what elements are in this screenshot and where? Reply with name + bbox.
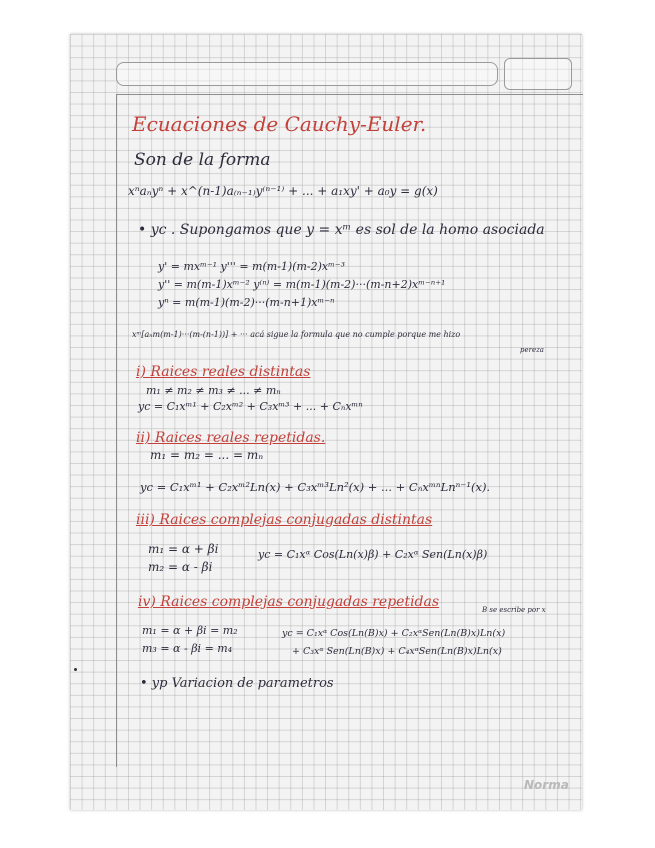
brand-logo: Norma [524, 778, 569, 792]
derivative-line-2: y'' = m(m-1)xᵐ⁻² y⁽ⁿ⁾ = m(m-1)(m-2)···(m-n+2)xᵐ⁻ⁿ⁺¹ [158, 278, 446, 291]
yc-heading: • yc . Supongamos que y = xᵐ es sol de la homo asociada [138, 222, 545, 238]
case-4-title: iv) Raices complejas conjugadas repetidas [138, 594, 440, 610]
yp-heading: • yp Variacion de parametros [140, 676, 334, 691]
case-2-condition: m₁ = m₂ = ... = mₙ [150, 448, 264, 462]
case-3-root-2: m₂ = α - βi [148, 560, 213, 574]
case-4-solution-2: + C₃xᵅ Sen(Ln(B)x) + C₄xᵅSen(Ln(B)x)Ln(x) [292, 646, 502, 657]
page-title: Ecuaciones de Cauchy-Euler. [132, 112, 427, 136]
case-4-root-2: m₃ = α - βi = m₄ [142, 642, 233, 655]
notebook-page [70, 34, 582, 810]
case-3-title: iii) Raices complejas conjugadas distintas [136, 512, 433, 528]
header-box [116, 62, 498, 86]
case-2-title: ii) Raices reales repetidas. [136, 430, 326, 446]
general-equation: xⁿaₙyⁿ + x^(n-1)a₍ₙ₋₁₎y⁽ⁿ⁻¹⁾ + ... + a₁xy' + a₀y = g(x) [128, 184, 438, 198]
derivative-line-3: yⁿ = m(m-1)(m-2)···(m-n+1)xᵐ⁻ⁿ [158, 296, 335, 309]
header-date-box [504, 58, 572, 90]
case-2-solution: yc = C₁xᵐ¹ + C₂xᵐ²Ln(x) + C₃xᵐ³Ln²(x) + ... + CₙxᵐⁿLnⁿ⁻¹(x). [140, 480, 491, 494]
case-1-title: i) Raices reales distintas [136, 364, 311, 380]
subtitle: Son de la forma [134, 150, 271, 170]
case-4-note: B se escribe por x [482, 606, 546, 614]
case-4-solution-1: yc = C₁xᵅ Cos(Ln(B)x) + C₂xᵅSen(Ln(B)x)Ln(x) [282, 628, 506, 639]
note-line: xᵐ[aₙm(m-1)···(m-(n-1))] + ··· acá sigue la formula que no cumple porque me hizo [132, 330, 461, 339]
side-dot [74, 668, 77, 671]
derivative-line-1: y' = mxᵐ⁻¹ y''' = m(m-1)(m-2)xᵐ⁻³ [158, 260, 346, 273]
case-1-solution: yc = C₁xᵐ¹ + C₂xᵐ² + C₃xᵐ³ + ... + Cₙxᵐⁿ [138, 400, 363, 413]
note-line-end: pereza [520, 346, 544, 354]
case-3-solution: yc = C₁xᵅ Cos(Ln(x)β) + C₂xᵅ Sen(Ln(x)β) [258, 548, 488, 561]
case-1-condition: m₁ ≠ m₂ ≠ m₃ ≠ ... ≠ mₙ [146, 384, 281, 397]
case-4-root-1: m₁ = α + βi = m₂ [142, 624, 238, 637]
case-3-root-1: m₁ = α + βi [148, 542, 219, 556]
